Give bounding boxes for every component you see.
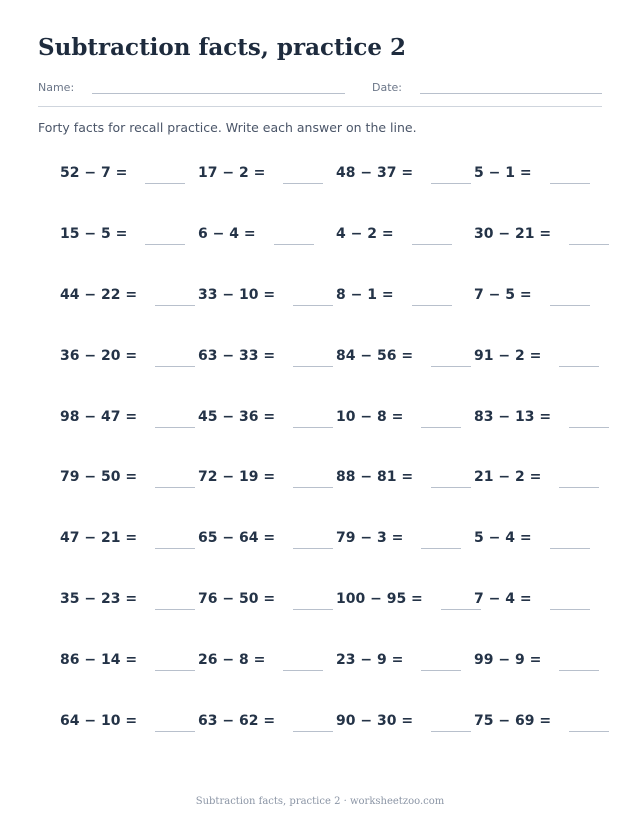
problem-text: 72 − 19 = [198, 469, 276, 486]
answer-line[interactable] [569, 427, 609, 428]
answer-line[interactable] [431, 366, 471, 367]
problem-text: 65 − 64 = [198, 530, 276, 547]
problem-item [60, 520, 198, 581]
problem-item [198, 216, 336, 277]
problem-text: 33 − 10 = [198, 286, 276, 303]
problem-item [474, 216, 612, 277]
answer-line[interactable] [283, 183, 323, 184]
header-divider [38, 106, 602, 107]
problem-text: 36 − 20 = [60, 347, 138, 364]
problem-text: 5 − 1 = [474, 165, 532, 181]
problem-item [198, 520, 336, 581]
problem-text: 45 − 36 = [198, 408, 276, 425]
answer-line[interactable] [155, 609, 195, 610]
answer-line[interactable] [431, 487, 471, 488]
problem-text: 15 − 5 = [60, 225, 128, 242]
problem-text: 88 − 81 = [336, 469, 414, 486]
problem-text: 63 − 62 = [198, 713, 276, 730]
problem-text: 44 − 22 = [60, 286, 138, 303]
problem-text: 35 − 23 = [60, 591, 138, 608]
page-title: Subtraction facts, practice 2 [38, 34, 406, 61]
problem-item [336, 216, 474, 277]
problem-text: 7 − 4 = [474, 591, 532, 608]
problem-item [60, 459, 198, 520]
problem-item [474, 703, 612, 764]
answer-line[interactable] [559, 487, 599, 488]
answer-line[interactable] [550, 305, 590, 306]
problem-item [474, 399, 612, 460]
problem-item [336, 520, 474, 581]
problem-item [60, 155, 198, 216]
date-field-line[interactable] [420, 93, 602, 94]
answer-line[interactable] [274, 244, 314, 245]
answer-line[interactable] [550, 548, 590, 549]
problem-item [336, 703, 474, 764]
problem-item [198, 338, 336, 399]
problem-item [198, 277, 336, 338]
problem-text: 90 − 30 = [336, 713, 414, 730]
problem-text: 79 − 3 = [336, 530, 404, 547]
answer-line[interactable] [155, 366, 195, 367]
problem-text: 76 − 50 = [198, 591, 276, 608]
problem-text: 6 − 4 = [198, 225, 256, 242]
answer-line[interactable] [293, 366, 333, 367]
answer-line[interactable] [155, 427, 195, 428]
problem-item [336, 399, 474, 460]
problem-item [336, 338, 474, 399]
answer-line[interactable] [569, 244, 609, 245]
problem-item [474, 642, 612, 703]
problem-item [336, 277, 474, 338]
answer-line[interactable] [412, 244, 452, 245]
answer-line[interactable] [550, 183, 590, 184]
answer-line[interactable] [559, 366, 599, 367]
answer-line[interactable] [293, 609, 333, 610]
answer-line[interactable] [412, 305, 452, 306]
problem-text: 5 − 4 = [474, 530, 532, 547]
problem-text: 21 − 2 = [474, 469, 542, 486]
problem-text: 63 − 33 = [198, 347, 276, 364]
answer-line[interactable] [155, 670, 195, 671]
answer-line[interactable] [155, 548, 195, 549]
instructions: Forty facts for recall practice. Write each answer on the line. [38, 120, 417, 135]
problem-item [60, 703, 198, 764]
answer-line[interactable] [155, 487, 195, 488]
problem-text: 48 − 37 = [336, 165, 414, 181]
answer-line[interactable] [293, 731, 333, 732]
answer-line[interactable] [155, 305, 195, 306]
problem-item [474, 520, 612, 581]
answer-line[interactable] [145, 244, 185, 245]
problem-item [198, 399, 336, 460]
problem-text: 100 − 95 = [336, 591, 423, 608]
problem-item [474, 277, 612, 338]
problem-text: 17 − 2 = [198, 165, 266, 181]
answer-line[interactable] [550, 609, 590, 610]
problem-text: 23 − 9 = [336, 652, 404, 669]
problem-text: 30 − 21 = [474, 225, 552, 242]
answer-line[interactable] [421, 427, 461, 428]
name-field-line[interactable] [92, 93, 345, 94]
problem-item [336, 642, 474, 703]
problem-text: 83 − 13 = [474, 408, 552, 425]
problem-item [60, 581, 198, 642]
answer-line[interactable] [283, 670, 323, 671]
problem-text: 4 − 2 = [336, 225, 394, 242]
problem-text: 7 − 5 = [474, 286, 532, 303]
problem-text: 79 − 50 = [60, 469, 138, 486]
problem-item [198, 459, 336, 520]
problem-item [474, 459, 612, 520]
answer-line[interactable] [293, 427, 333, 428]
problem-text: 64 − 10 = [60, 713, 138, 730]
problem-text: 52 − 7 = [60, 165, 128, 181]
problem-text: 26 − 8 = [198, 652, 266, 669]
problem-text: 98 − 47 = [60, 408, 138, 425]
problem-item [336, 459, 474, 520]
problem-item [336, 581, 474, 642]
answer-line[interactable] [559, 670, 599, 671]
problem-item [60, 642, 198, 703]
answer-line[interactable] [293, 487, 333, 488]
answer-line[interactable] [145, 183, 185, 184]
problem-item [198, 642, 336, 703]
answer-line[interactable] [431, 183, 471, 184]
problem-text: 86 − 14 = [60, 652, 138, 669]
problem-text: 8 − 1 = [336, 286, 394, 303]
problem-text: 99 − 9 = [474, 652, 542, 669]
answer-line[interactable] [421, 548, 461, 549]
problem-item [474, 155, 612, 216]
problem-item [60, 277, 198, 338]
problem-text: 10 − 8 = [336, 408, 404, 425]
answer-line[interactable] [421, 670, 461, 671]
problem-item [198, 703, 336, 764]
problem-text: 75 − 69 = [474, 713, 552, 730]
answer-line[interactable] [569, 731, 609, 732]
problem-item [60, 216, 198, 277]
problem-text: 91 − 2 = [474, 347, 542, 364]
problem-item [60, 399, 198, 460]
answer-line[interactable] [431, 731, 471, 732]
problem-text: 47 − 21 = [60, 530, 138, 547]
problem-grid [60, 155, 620, 764]
footer: Subtraction facts, practice 2 · worksheetzoo.com [195, 796, 445, 807]
answer-line[interactable] [155, 731, 195, 732]
problem-text: 84 − 56 = [336, 347, 414, 364]
problem-item [474, 338, 612, 399]
answer-line[interactable] [293, 305, 333, 306]
problem-item [60, 338, 198, 399]
problem-item [198, 581, 336, 642]
problem-item [474, 581, 612, 642]
answer-line[interactable] [293, 548, 333, 549]
date-label: Date: [372, 81, 402, 94]
problem-item [198, 155, 336, 216]
name-label: Name: [38, 81, 75, 94]
problem-item [336, 155, 474, 216]
